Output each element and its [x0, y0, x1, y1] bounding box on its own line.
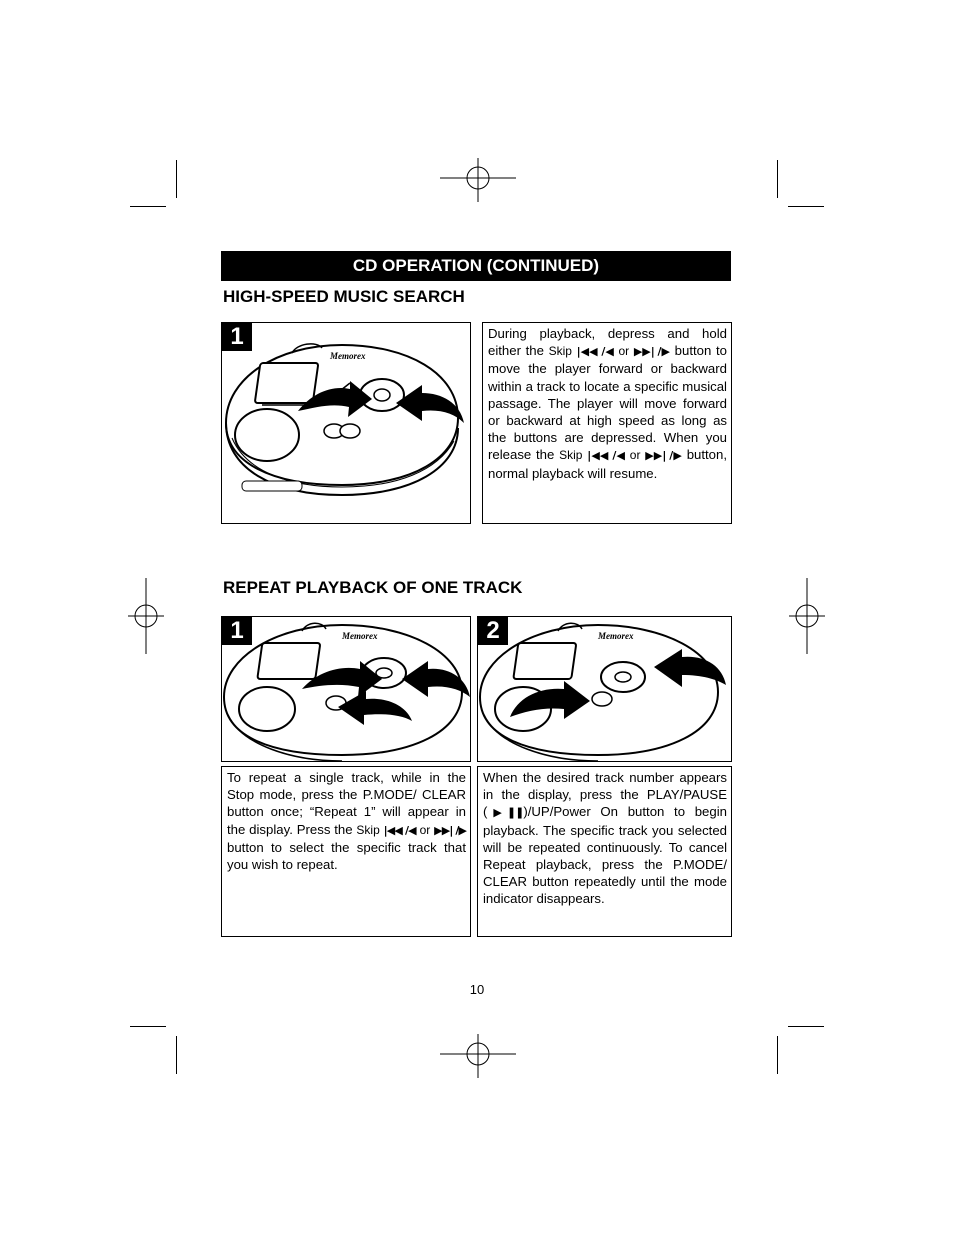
- step-number-badge: 1: [222, 617, 252, 645]
- crop-mark: [130, 206, 166, 207]
- illustration-high-speed-step1: [221, 322, 471, 524]
- text-segment: To repeat a single track, while in the Stop mode, press the P.MODE/ CLEAR button once; “Repeat 1” will appear in the display. Press the: [227, 770, 466, 837]
- text-segment: )/UP/Power On button to begin playback. The specific track you selected will be repeated continuously. To cancel Repeat playback, press the P.MODE/ CLEAR button repeatedly until the mode indicator disappears.: [483, 804, 727, 907]
- cd-player-illustration: [222, 323, 470, 523]
- crop-mark: [777, 160, 778, 198]
- instruction-text-repeat-step2: [477, 766, 732, 937]
- or-label: or: [419, 822, 431, 837]
- skip-back-icon: |◀◀ /◀: [587, 449, 626, 463]
- cd-player-illustration: [222, 617, 470, 761]
- step-number-badge: 2: [478, 617, 508, 645]
- brand-logo: Memorex: [598, 631, 634, 641]
- registration-mark: [440, 1034, 516, 1078]
- or-label: or: [629, 448, 641, 463]
- instruction-text-repeat-step1: [221, 766, 471, 937]
- section-banner: CD OPERATION (CONTINUED): [221, 251, 731, 281]
- registration-mark: [128, 578, 164, 654]
- skip-label: Skip: [559, 448, 583, 463]
- section-title-high-speed: HIGH-SPEED MUSIC SEARCH: [223, 287, 465, 306]
- skip-forward-icon: ▶▶| /▶: [645, 449, 682, 463]
- skip-back-icon: |◀◀ /◀: [576, 345, 614, 359]
- step-number-badge: 1: [222, 323, 252, 351]
- skip-forward-icon: ▶▶| /▶: [434, 823, 466, 837]
- text-segment: During playback, depress and hold either the: [488, 326, 727, 359]
- brand-logo: Memorex: [342, 631, 378, 641]
- skip-back-icon: |◀◀ /◀: [383, 823, 416, 837]
- section-title-repeat: REPEAT PLAYBACK OF ONE TRACK: [223, 578, 523, 597]
- registration-mark: [440, 158, 516, 202]
- illustration-repeat-step2: [477, 616, 732, 762]
- play-pause-icon: ▶❚❚: [487, 806, 524, 820]
- text-segment: button to move the player forward or backward within a track to locate a specific musical passage. The player will move forward or backward at high speed as long as the buttons are depressed. When you release the: [488, 343, 727, 463]
- crop-mark: [176, 160, 177, 198]
- registration-mark: [789, 578, 825, 654]
- crop-mark: [788, 206, 824, 207]
- crop-mark: [788, 1026, 824, 1027]
- instruction-text-high-speed: [482, 322, 732, 524]
- brand-logo: Memorex: [330, 351, 366, 361]
- skip-label: Skip: [548, 344, 572, 359]
- text-segment: button to select the specific track that you wish to repeat.: [227, 839, 466, 873]
- crop-mark: [777, 1036, 778, 1074]
- crop-mark: [130, 1026, 166, 1027]
- text-segment: button, normal playback will resume.: [488, 447, 728, 481]
- page-number: 10: [469, 982, 485, 997]
- cd-player-illustration: [478, 617, 731, 761]
- skip-label: Skip: [356, 822, 380, 837]
- skip-forward-icon: ▶▶| /▶: [633, 345, 670, 359]
- illustration-repeat-step1: [221, 616, 471, 762]
- crop-mark: [176, 1036, 177, 1074]
- text-segment: When the desired track number appears in the display, press the PLAY/PAUSE (: [483, 770, 727, 820]
- or-label: or: [618, 344, 630, 359]
